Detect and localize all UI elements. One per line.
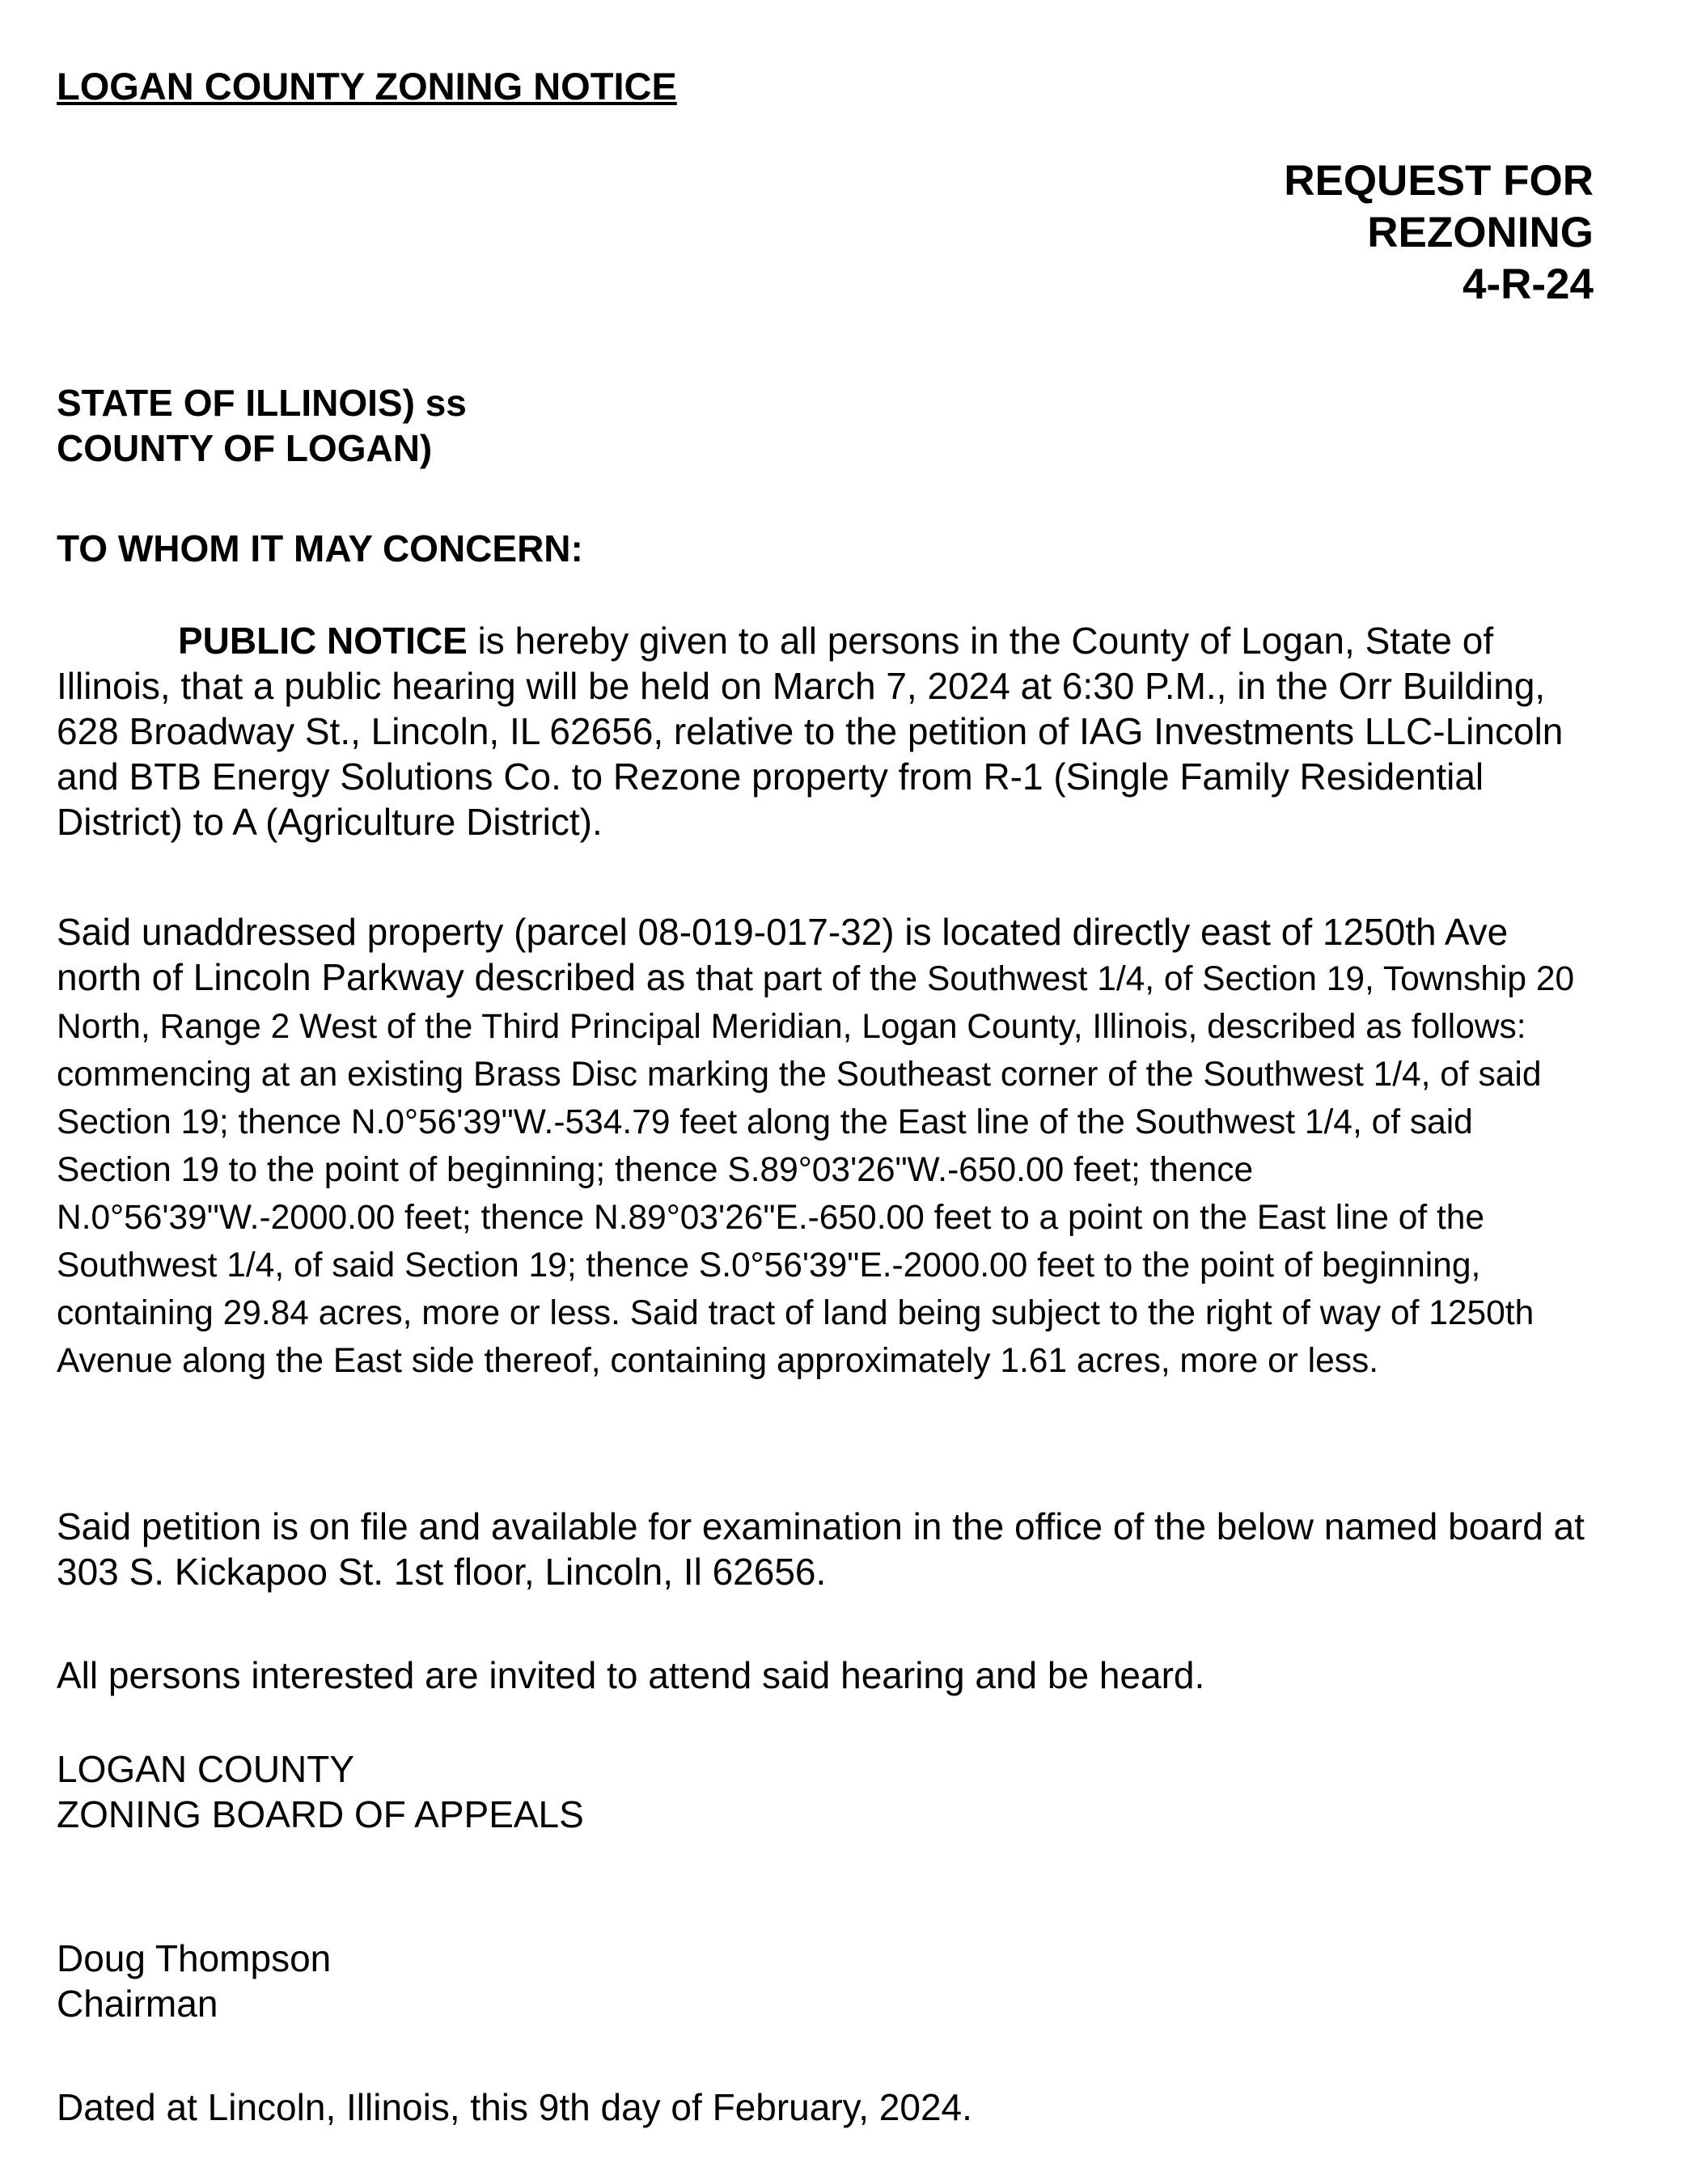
request-case-number: 4-R-24 — [1462, 260, 1594, 308]
signature-name: Doug Thompson — [57, 1937, 332, 1979]
board-line-1: LOGAN COUNTY — [57, 1748, 355, 1790]
request-block — [57, 155, 1594, 311]
public-notice-lead: PUBLIC NOTICE — [178, 620, 468, 662]
signature-title: Chairman — [57, 1983, 218, 2025]
signature-block — [57, 1936, 1594, 2026]
legal-description-metes-bounds: that part of the Southwest 1/4, of Section 19, Township 20 North, Range 2 West of the Third Principal Meridian, Logan County, Illinois, described as follows: commencing at an existing Brass Disc marking the Southeast corner of the Southwest 1/4, of said Section 19; thence N.0°56'39"W.-534.79 feet along the East line of the Southwest 1/4, of said Section 19 to the point of beginning; thence S.89°03'26"W.-650.00 feet; thence N.0°56'39"W.-2000.00 feet; thence N.89°03'26"E.-650.00 feet to a point on the East line of the Southwest 1/4, of said Section 19; thence S.0°56'39"E.-2000.00 feet to the point of beginning, containing 29.84 acres, more or less. Said tract of land being subject to the right of way of 1250th Avenue along the East side thereof, containing approximately 1.61 acres, more or less. — [57, 960, 1575, 1380]
request-line-1: REQUEST FOR — [1284, 157, 1594, 205]
invitation-paragraph: All persons interested are invited to attend said hearing and be heard. — [57, 1654, 1205, 1696]
county-line: COUNTY OF LOGAN) — [57, 427, 433, 469]
salutation: TO WHOM IT MAY CONCERN: — [57, 527, 583, 569]
public-notice-paragraph — [57, 618, 1594, 844]
venue-block — [57, 380, 1594, 471]
legal-description-paragraph — [57, 909, 1594, 1384]
document-title: LOGAN COUNTY ZONING NOTICE — [57, 65, 677, 108]
state-line: STATE OF ILLINOIS) ss — [57, 382, 467, 424]
dated-line: Dated at Lincoln, Illinois, this 9th day of February, 2024. — [57, 2086, 972, 2128]
board-block — [57, 1746, 1594, 1837]
board-line-2: ZONING BOARD OF APPEALS — [57, 1793, 584, 1835]
public-notice-body: is hereby given to all persons in the County of Logan, State of Illinois, that a public hearing will be held on March 7, 2024 at 6:30 P.M., in the Orr Building, 628 Broadway St., Lincoln, IL 62656, relative to the petition of IAG Investments LLC-Lincoln and BTB Energy Solutions Co. to Rezone property from R-1 (Single Family Residential District) to A (Agriculture District). — [57, 620, 1564, 843]
legal-description-intro: Said unaddressed property (parcel 08-019-017-32) is located directly east of 1250th Ave north of Lincoln Parkway described as — [57, 911, 1509, 998]
petition-paragraph: Said petition is on file and available for examination in the office of the below named board at 303 S. Kickapoo St. 1st floor, Lincoln, Il 62656. — [57, 1505, 1585, 1593]
request-line-2: REZONING — [1367, 209, 1594, 256]
